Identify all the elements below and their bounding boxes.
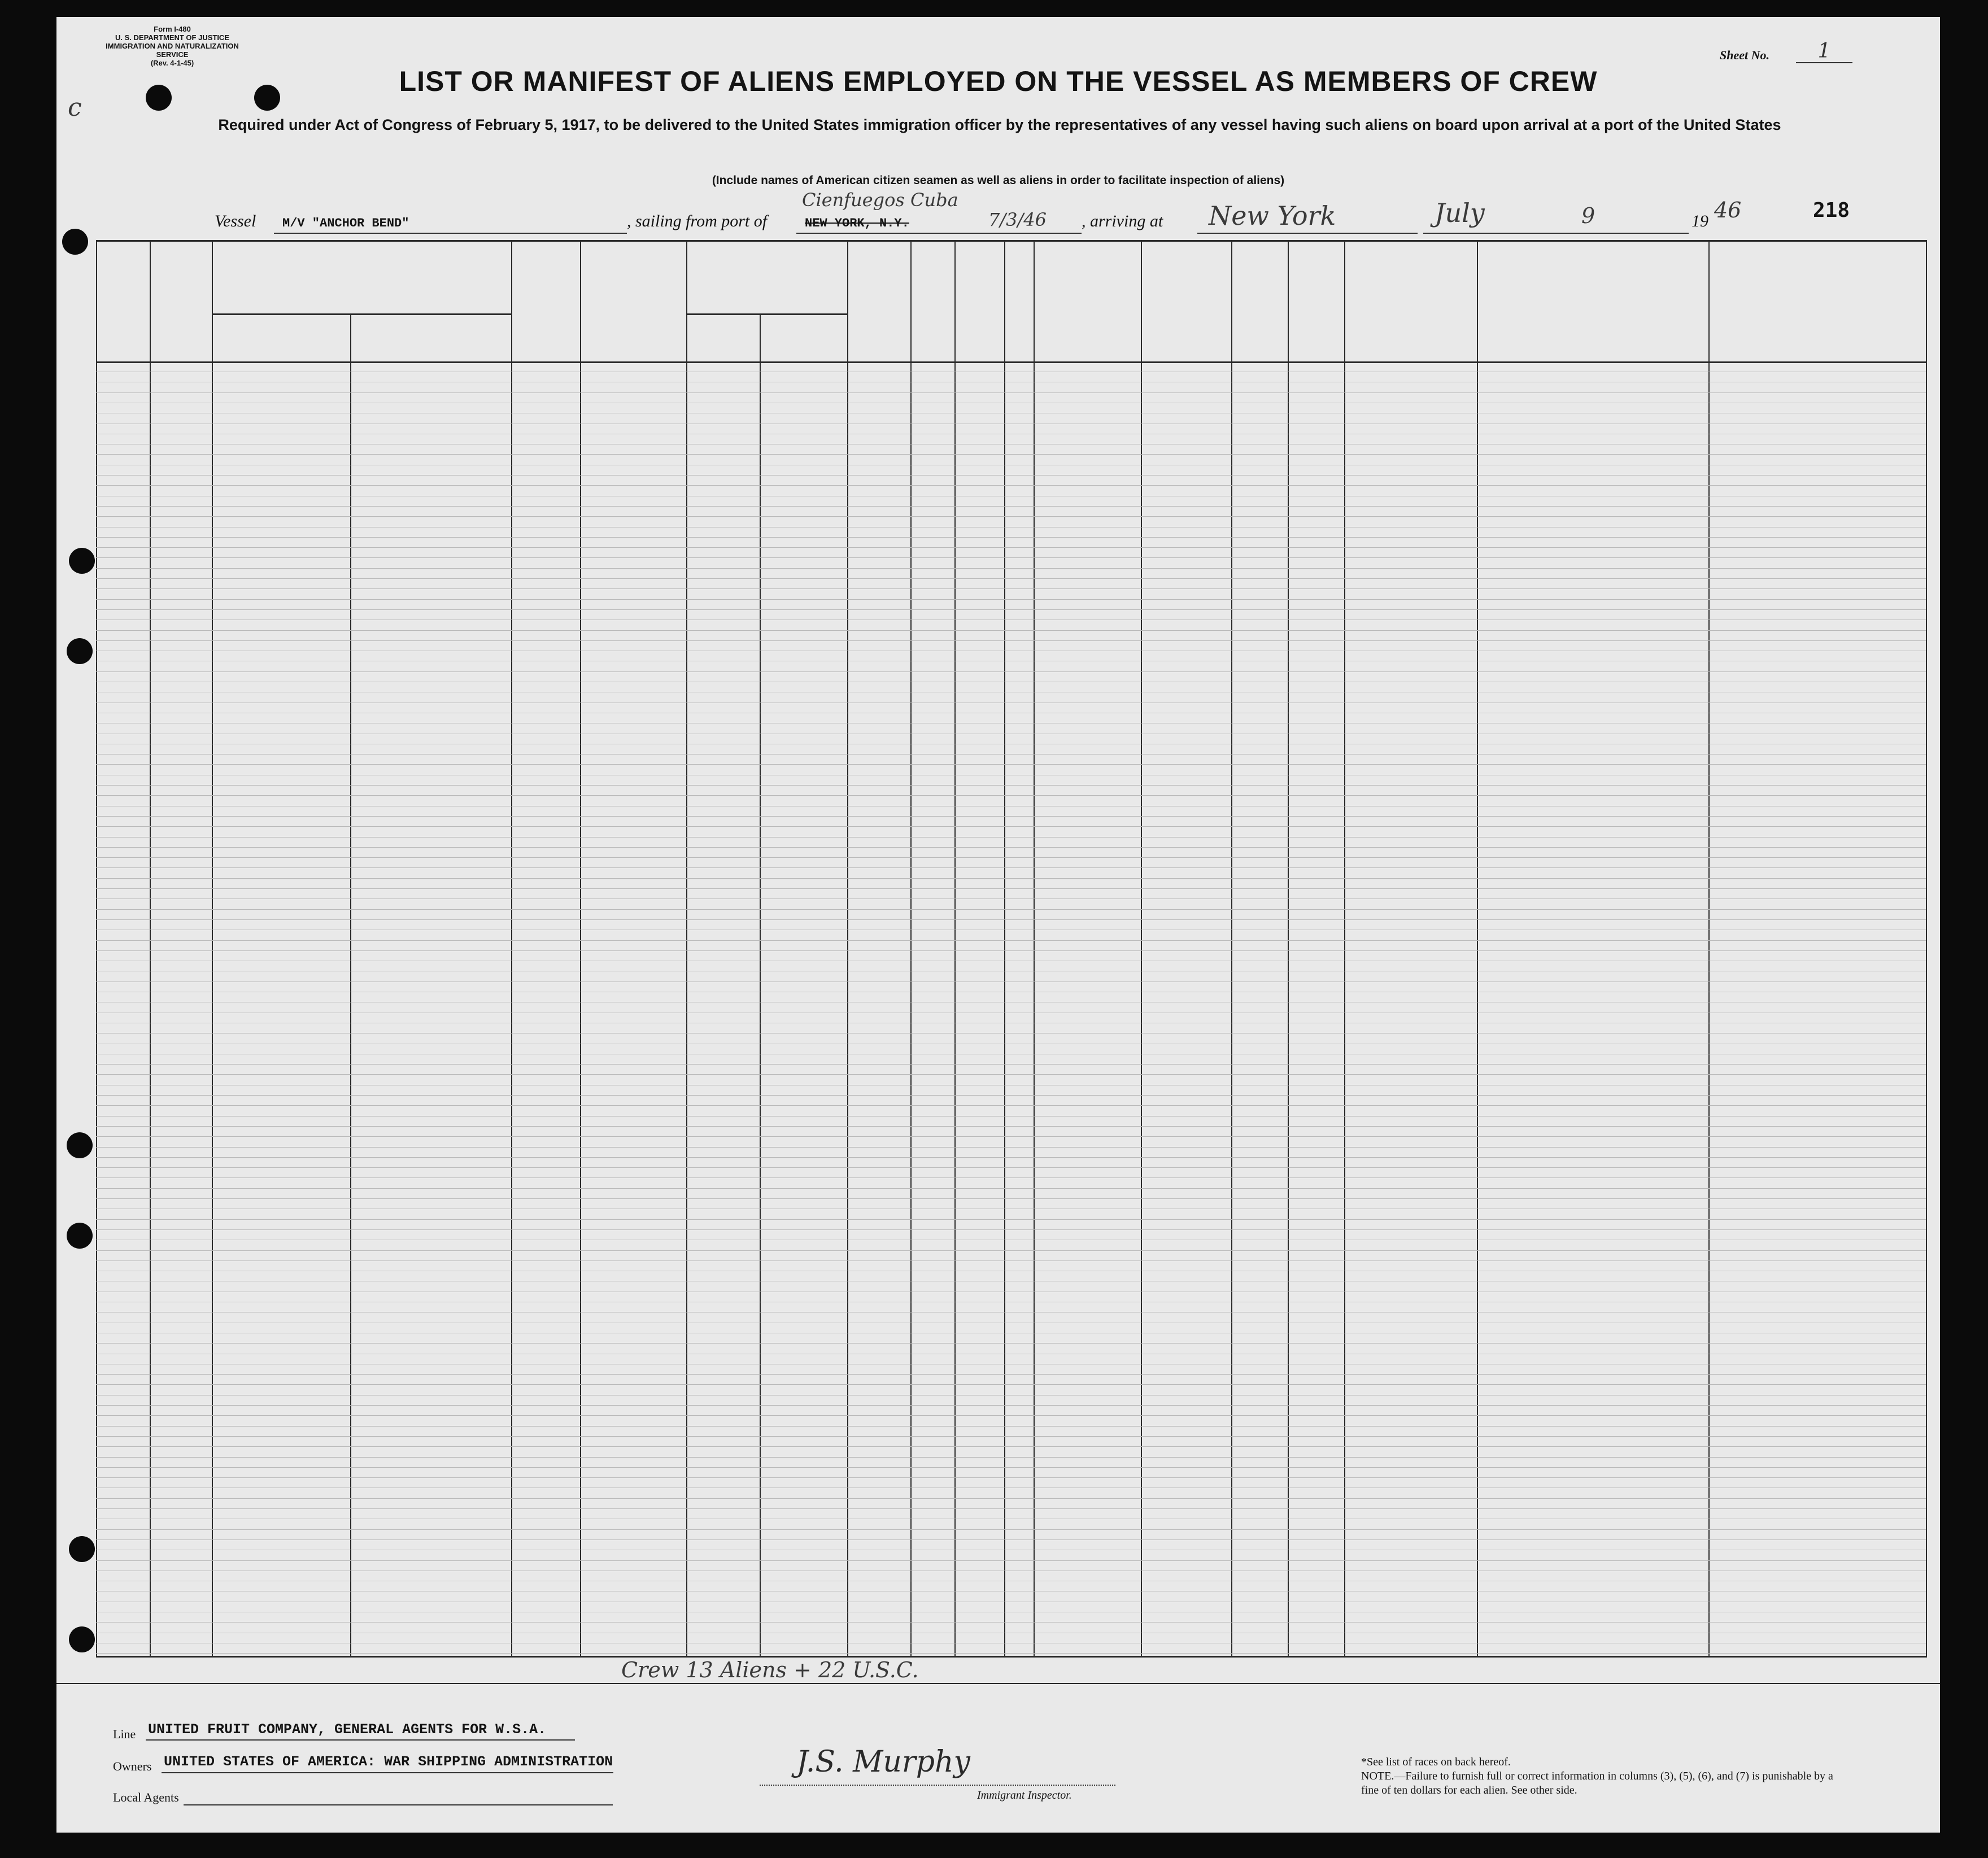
page-number: 218 xyxy=(1813,199,1850,222)
ruled-line xyxy=(96,919,1926,920)
year-handwritten: 46 xyxy=(1714,198,1742,223)
ruled-line xyxy=(96,1198,1926,1199)
ruled-line xyxy=(96,609,1926,610)
column-divider xyxy=(1477,240,1478,1658)
vessel-underline xyxy=(274,232,627,234)
arriving-at-handwritten: New York xyxy=(1209,200,1336,231)
punch-hole xyxy=(69,1626,95,1652)
ruled-line xyxy=(96,630,1926,631)
ruled-line xyxy=(96,1064,1926,1065)
ruled-line xyxy=(96,847,1926,848)
form-identifier xyxy=(104,25,240,67)
inspector-signature: J.S. Murphy xyxy=(796,1745,970,1779)
ruled-line xyxy=(96,588,1926,589)
ruled-line xyxy=(96,506,1926,507)
ruled-line xyxy=(96,516,1926,517)
line-underline xyxy=(146,1739,575,1741)
ruled-line xyxy=(96,867,1926,868)
local-agents-label: Local Agents xyxy=(113,1790,179,1804)
column-divider xyxy=(511,240,512,1658)
ruled-line xyxy=(96,568,1926,569)
ruled-line xyxy=(96,1498,1926,1499)
ruled-line xyxy=(96,940,1926,941)
column-divider xyxy=(1288,240,1289,1658)
ruled-line xyxy=(96,785,1926,786)
ruled-line xyxy=(96,1105,1926,1106)
department: U. S. DEPARTMENT OF JUSTICE xyxy=(115,33,229,42)
table-bottom-border xyxy=(96,1656,1926,1658)
ruled-line xyxy=(96,475,1926,476)
ruled-line xyxy=(96,1622,1926,1623)
owners-label: Owners xyxy=(113,1759,152,1773)
column-divider xyxy=(954,240,956,1658)
ruled-line xyxy=(96,909,1926,910)
ruled-line xyxy=(96,837,1926,838)
manifest-sheet xyxy=(56,17,1940,1833)
owners-value: UNITED STATES OF AMERICA: WAR SHIPPING ADMINISTRATION xyxy=(164,1754,613,1770)
fine-note: NOTE.—Failure to furnish full or correct information in columns (3), (5), (6), and (7) is punishable by a fine of ten dollars for each alien. See other side. xyxy=(1361,1770,1833,1796)
column-divider xyxy=(96,240,97,1658)
ruled-line xyxy=(96,1126,1926,1127)
date-underline xyxy=(1423,232,1689,234)
ruled-line xyxy=(96,547,1926,548)
line-label: Line xyxy=(113,1727,136,1741)
ruled-line xyxy=(96,1508,1926,1509)
ruled-line xyxy=(96,578,1926,579)
sheet-label: Sheet No. xyxy=(1720,48,1769,62)
column-divider xyxy=(1141,240,1142,1658)
form-number: Form I-480 xyxy=(154,25,191,33)
punch-hole xyxy=(254,85,280,111)
ruled-line xyxy=(96,1136,1926,1137)
ruled-line xyxy=(96,454,1926,455)
vessel-label: Vessel xyxy=(215,212,256,230)
ruled-line xyxy=(96,1539,1926,1540)
punch-hole xyxy=(146,85,172,111)
ruled-line xyxy=(96,950,1926,951)
crew-tally-handwritten: Crew 13 Aliens + 22 U.S.C. xyxy=(621,1658,919,1682)
ruled-line xyxy=(96,1167,1926,1168)
ruled-line xyxy=(96,1147,1926,1148)
inspector-signature-line xyxy=(760,1785,1115,1786)
ruled-line xyxy=(96,1415,1926,1416)
name-subheader-border xyxy=(212,313,511,315)
service: IMMIGRATION AND NATURALIZATION SERVICE xyxy=(106,42,239,59)
vessel-name: M/V "ANCHOR BEND" xyxy=(282,216,409,230)
column-divider xyxy=(1004,240,1005,1658)
arrival-month-handwritten: July xyxy=(1435,198,1485,228)
punch-hole xyxy=(69,1536,95,1562)
column-divider xyxy=(580,240,581,1658)
ruled-line xyxy=(96,1250,1926,1251)
footer-divider xyxy=(56,1683,1940,1684)
punch-hole xyxy=(67,1223,93,1249)
ruled-line xyxy=(96,1529,1926,1530)
owners-underline xyxy=(162,1772,613,1773)
ruled-line xyxy=(96,1177,1926,1178)
sailing-date-handwritten: 7/3/46 xyxy=(988,209,1047,230)
sailing-label: , sailing from port of xyxy=(627,212,768,230)
punch-hole xyxy=(67,1132,93,1158)
punch-hole xyxy=(62,229,88,255)
page-title: LIST OR MANIFEST OF ALIENS EMPLOYED ON THE VESSEL AS MEMBERS OF CREW xyxy=(399,66,1598,97)
ruled-line xyxy=(96,671,1926,672)
ruled-line xyxy=(96,795,1926,796)
ruled-line xyxy=(96,537,1926,538)
ruled-line xyxy=(96,1157,1926,1158)
ruled-line xyxy=(96,1384,1926,1385)
sheet-number: 1 xyxy=(1796,40,1852,63)
arriving-label: , arriving at xyxy=(1082,212,1163,230)
column-divider xyxy=(760,313,761,1658)
header-bottom-border xyxy=(96,361,1926,363)
year-prefix: 19 xyxy=(1691,212,1708,230)
page-subtitle: Required under Act of Congress of February 5, 1917, to be delivered to the United States immigration officer by the representatives of any vessel having such aliens on board upon arrival at a port of the United States xyxy=(218,116,1781,133)
ruled-line xyxy=(96,1426,1926,1427)
ruled-line xyxy=(96,1188,1926,1189)
column-divider xyxy=(847,240,848,1658)
column-divider xyxy=(1231,240,1232,1658)
ruled-line xyxy=(96,1446,1926,1447)
column-divider xyxy=(350,313,351,1658)
column-divider xyxy=(150,240,151,1658)
column-divider xyxy=(1926,240,1927,1658)
punch-hole xyxy=(69,548,95,574)
column-divider xyxy=(212,240,213,1658)
crew-table xyxy=(96,240,1926,1658)
ruled-line xyxy=(96,1229,1926,1230)
ruled-line xyxy=(96,816,1926,817)
ruled-line xyxy=(96,1405,1926,1406)
ruled-line xyxy=(96,1653,1926,1654)
line-value: UNITED FRUIT COMPANY, GENERAL AGENTS FOR W.S.A. xyxy=(148,1721,547,1738)
column-divider xyxy=(1034,240,1035,1658)
ruled-line xyxy=(96,764,1926,765)
corner-mark: c xyxy=(68,93,82,122)
ruled-line xyxy=(96,485,1926,486)
ruled-line xyxy=(96,1457,1926,1458)
page-subnote: (Include names of American citizen seamen as well as aliens in order to facilitate inspection of aliens) xyxy=(712,174,1285,187)
sailing-underline xyxy=(796,232,1082,234)
shipped-subheader-border xyxy=(686,313,847,315)
ruled-line xyxy=(96,640,1926,641)
column-divider xyxy=(1708,240,1710,1658)
column-divider xyxy=(686,240,687,1658)
column-divider xyxy=(1344,240,1345,1658)
arrival-day-handwritten: 9 xyxy=(1581,203,1595,228)
ruled-line xyxy=(96,1560,1926,1561)
ruled-line xyxy=(96,557,1926,558)
sailing-from-handwritten: Cienfuegos Cuba xyxy=(802,189,958,211)
ruled-line xyxy=(96,857,1926,858)
ruled-line xyxy=(96,1095,1926,1096)
column-divider xyxy=(910,240,912,1658)
ruled-line xyxy=(96,1374,1926,1375)
ruled-line xyxy=(96,599,1926,600)
races-note: *See list of races on back hereof. xyxy=(1361,1756,1511,1768)
ruled-line xyxy=(96,392,1926,393)
punch-hole xyxy=(67,638,93,664)
ruled-line xyxy=(96,1074,1926,1075)
ruled-line xyxy=(96,1436,1926,1437)
agents-underline xyxy=(184,1804,613,1805)
ruled-line xyxy=(96,888,1926,889)
ruled-line xyxy=(96,1477,1926,1478)
ruled-line xyxy=(96,1467,1926,1468)
sailing-from-typed: NEW YORK, N.Y. xyxy=(805,216,909,230)
ruled-line xyxy=(96,1219,1926,1220)
ruled-line xyxy=(96,826,1926,827)
table-top-border xyxy=(96,240,1926,242)
arriving-underline xyxy=(1197,232,1418,234)
ruled-line xyxy=(96,878,1926,879)
ruled-line xyxy=(96,1343,1926,1344)
revision: (Rev. 4-1-45) xyxy=(150,59,194,67)
inspector-label: Immigrant Inspector. xyxy=(977,1789,1072,1802)
